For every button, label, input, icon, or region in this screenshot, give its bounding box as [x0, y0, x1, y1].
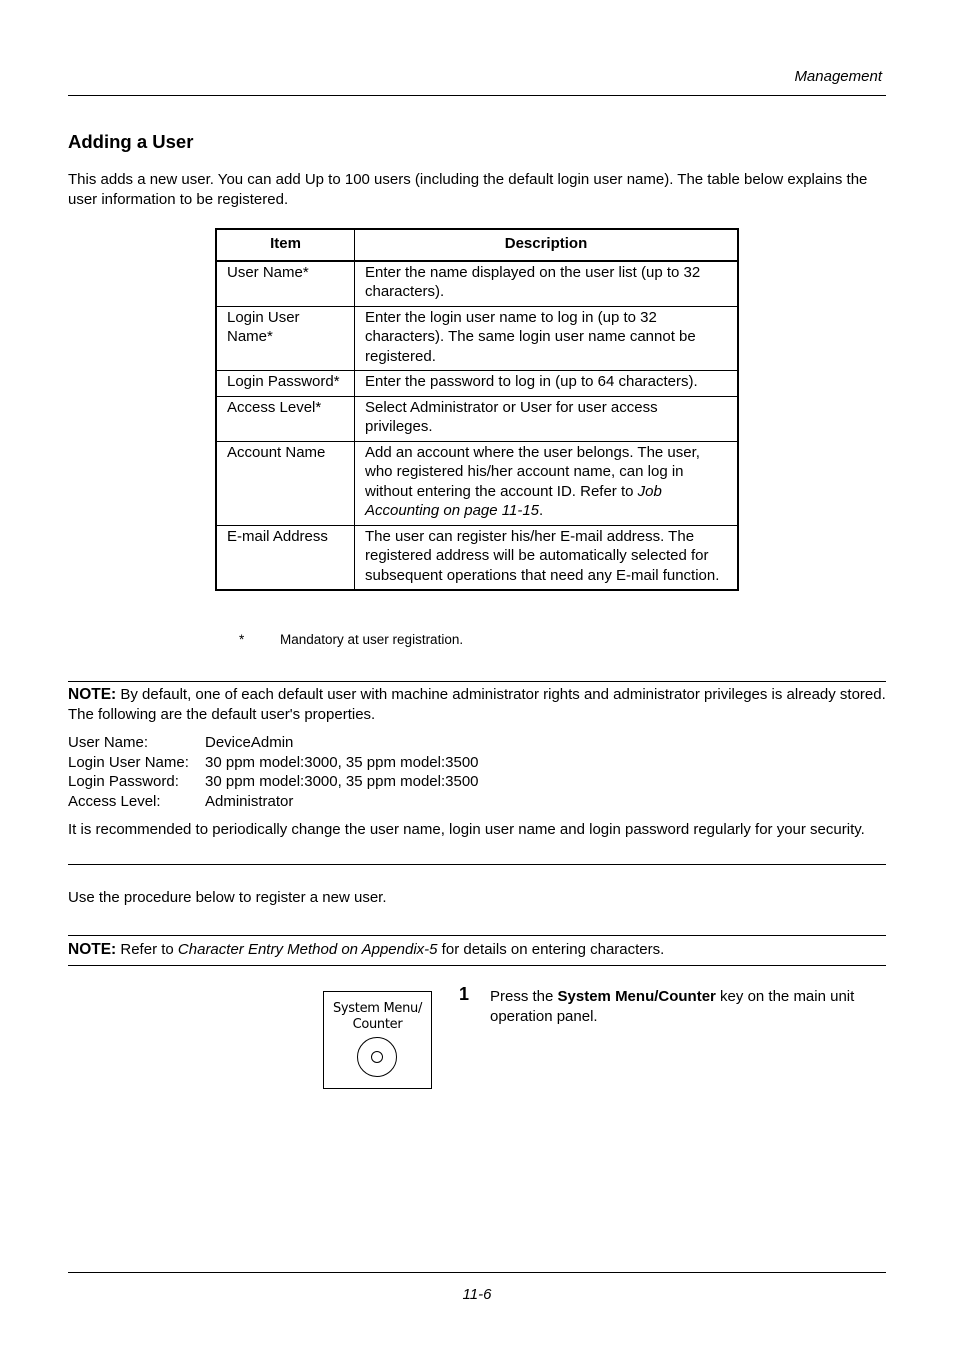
step-text: Press the	[490, 988, 558, 1005]
property-key: Access Level:	[68, 792, 161, 810]
cell-description	[355, 441, 739, 525]
step-number: 1	[459, 984, 470, 1004]
footnote-mark: *	[239, 632, 245, 647]
property-key: Login Password:	[68, 773, 179, 790]
property-value: Administrator	[205, 792, 294, 810]
table-row	[216, 525, 738, 590]
cell-description: Enter the password to log in (up to 64 characters).	[355, 371, 739, 397]
key-label	[324, 1001, 431, 1032]
note-character-entry	[68, 940, 888, 960]
note-bottom-rule	[68, 864, 886, 865]
page-number: 11-6	[462, 1286, 492, 1303]
cell-description: The user can register his/her E-mail address. The registered address will be automatically selected for subsequent operations that need any E-mail function.	[355, 525, 739, 590]
key-label-line: System Menu/	[332, 1001, 423, 1016]
table-row	[216, 396, 738, 441]
cell-item: Login User Name*	[216, 306, 355, 371]
cell-item: Access Level*	[216, 396, 355, 441]
step-instruction	[490, 987, 886, 1026]
table-row	[216, 261, 738, 307]
security-recommendation: It is recommended to periodically change the user name, login user name and login password regularly for your security.	[68, 821, 865, 838]
header-rule	[68, 95, 886, 96]
desc-text: .	[539, 502, 544, 519]
section-title: Adding a User	[68, 131, 194, 152]
header-description: Description	[355, 229, 739, 261]
cross-reference-link[interactable]: Character Entry Method on Appendix-5	[177, 941, 438, 958]
desc-text: Add an account where the user belongs. The user, who registered his/her account name, can log in without entering the account ID. Refer to	[365, 443, 700, 500]
table-row	[216, 306, 738, 371]
note-text: By default, one of each default user with machine administrator rights and administrator privileges is already stored. The following are the default user's properties.	[68, 686, 886, 723]
cell-item: Login Password*	[216, 371, 355, 397]
note-default-user	[68, 685, 886, 724]
key-name: System Menu/Counter	[557, 988, 716, 1005]
property-value: 30 ppm model:3000, 35 ppm model:3500	[205, 753, 479, 771]
table-row	[216, 441, 738, 525]
property-row	[68, 733, 479, 753]
footer-rule	[68, 1272, 886, 1273]
note-text: Refer to	[116, 941, 178, 958]
cell-description: Enter the name displayed on the user list (up to 32 characters).	[355, 261, 739, 307]
table-header-row	[216, 229, 738, 261]
key-button-icon	[357, 1037, 397, 1077]
table-row	[216, 371, 738, 397]
cell-item: User Name*	[216, 261, 355, 307]
note-label: NOTE:	[68, 941, 117, 958]
default-user-properties	[68, 733, 479, 811]
intro-paragraph: This adds a new user. You can add Up to 100 users (including the default login user name). The table below explains the user information to be registered.	[68, 171, 868, 208]
cell-item: Account Name	[216, 441, 355, 525]
procedure-intro: Use the procedure below to register a new user.	[68, 889, 387, 906]
note2-top-rule	[68, 935, 886, 936]
cell-item: E-mail Address	[216, 525, 355, 590]
header-item: Item	[216, 229, 355, 261]
property-key: User Name:	[68, 734, 149, 751]
property-key: Login User Name:	[68, 753, 189, 771]
property-row	[68, 753, 479, 773]
key-indicator-icon	[371, 1051, 383, 1063]
cross-reference-link[interactable]: Job Accounting on page 11-15	[365, 482, 662, 519]
running-header: Management	[794, 68, 882, 85]
property-row	[68, 792, 479, 812]
footnote-text: Mandatory at user registration.	[280, 632, 464, 647]
cell-description: Enter the login user name to log in (up to 32 characters). The same login user name cannot be registered.	[355, 306, 739, 371]
note-top-rule	[68, 681, 886, 682]
user-info-table	[215, 228, 739, 591]
cell-description: Select Administrator or User for user access privileges.	[355, 396, 739, 441]
property-value: DeviceAdmin	[205, 734, 294, 751]
property-value: 30 ppm model:3000, 35 ppm model:3500	[205, 773, 479, 790]
note2-bottom-rule	[68, 965, 886, 966]
note-label: NOTE:	[68, 686, 117, 703]
system-menu-key-illustration	[323, 991, 432, 1089]
property-row	[68, 772, 479, 792]
note-text: for details on entering characters.	[437, 941, 665, 958]
step-text: key on the main unit operation panel.	[490, 988, 855, 1025]
key-label-line: Counter	[352, 1016, 403, 1032]
